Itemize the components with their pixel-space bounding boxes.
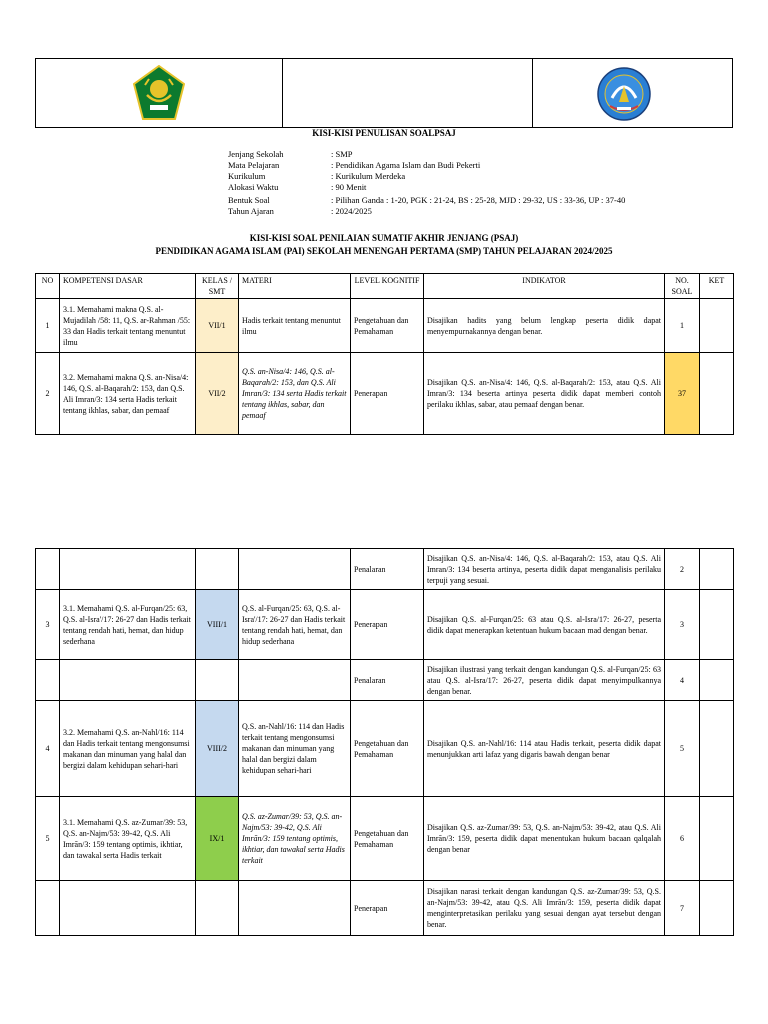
table-row: Penalaran Disajikan Q.S. an-Nisa/4: 146, Q.S. al-Baqarah/2: 153, atau Q.S. Ali Imran/3: 134 beserta artinya, peserta didik dapat menganalisis perilaku terpuji yang sesuai. 2 [36,549,734,590]
table-row: 1 3.1. Memahami makna Q.S. al-Mujadilah /58: 11, Q.S. ar-Rahman /55: 33 dan Hadis terkait tentang menuntut ilmu VII/1 Hadis terkait tentang menuntut ilmu Pengetahuan dan Pemahaman Disajikan hadits yang belum lengkap peserta didik dapat menyempurnakannya dengan benar. 1 [36,299,734,353]
table-row: 2 3.2. Memahami makna Q.S. an-Nisa/4: 146, Q.S. al-Baqarah/2: 153, dan Q.S. Ali Imran/3: 134 serta Hadis terkait tentang ikhlas, sabar, dan pemaaf VII/2 Q.S. an-Nisa/4: 146, Q.S. al-Baqarah/2: 153, dan Q.S. Ali Imran/3: 134 serta Hadis terkait tentang ikhlas, sabar, dan pemaaf Penerapan Disajikan Q.S. an-Nisa/4: 146, Q.S. al-Baqarah/2: 153, atau Q.S. Ali Imran/3: 134 beserta artinya peserta didik dapat memberi contoh perilaku ikhlas, sabar, atau pemaaf dengan benar. 37 [36,353,734,435]
table-row: Penalaran Disajikan ilustrasi yang terkait dengan kandungan Q.S. al-Furqan/25: 63 atau Q.S. al-Isra/17: 26-27, peserta didik dapat menyimpulkannya dengan benar. 4 [36,660,734,701]
header-indikator: INDIKATOR [424,274,665,299]
doc-title: KISI-KISI PENULISAN SOALPSAJ [312,128,456,138]
table-row: 4 3.2. Memahami Q.S. an-Nahl/16: 114 dan Hadis terkait tentang mengonsumsi makanan dan minuman yang halal dan bergizi dalam kehidupan sehari-hari VIII/2 Q.S. an-Nahl/16: 114 dan Hadis terkait tentang mengonsumsi makanan dan minuman yang halal dan bergizi dalam kehidupan sehari-hari Pengetahuan dan Pemahaman Disajikan Q.S. an-Nahl/16: 114 atau Hadis terkait, peserta didik dapat menunjukkan arti lafaz yang digaris bawah dengan benar 5 [36,701,734,797]
meta-tahun: Tahun Ajaran : 2024/2025 [228,206,372,216]
meta-mapel: Mata Pelajaran : Pendidikan Agama Islam dan Budi Pekerti [228,160,481,170]
kemenag-logo-icon [133,65,185,121]
meta-alokasi: Alokasi Waktu : 90 Menit [228,182,367,192]
kisi-table-1 [35,273,734,435]
table-row: 5 3.1. Memahami Q.S. az-Zumar/39: 53, Q.S. an-Najm/53: 39-42, Q.S. Ali Imrān/3: 159 tentang optimis, ikhtiar, dan tawakal serta Hadis terkait IX/1 Q.S. az-Zumar/39: 53, Q.S. an-Najm/53: 39-42, Q.S. Ali Imrān/3: 159 tentang optimis, ikhtiar, dan tawakal serta Hadis terkait Pengetahuan dan Pemahaman Disajikan Q.S. az-Zumar/39: 53, Q.S. an-Najm/53: 39-42, atau Q.S. Ali Imrān/3: 159, peserta didik dapat menentukan hukum bacaan qalqalah dengan benar 6 [36,797,734,881]
tut-wuri-handayani-logo-icon [593,66,655,122]
kisi-table-2 [35,548,734,936]
subtitle-2: PENDIDIKAN AGAMA ISLAM (PAI) SEKOLAH MENENGAH PERTAMA (SMP) TAHUN PELAJARAN 2024/2025 [155,246,613,256]
table-header-row [36,274,734,299]
header-kelas: KELAS / SMT [196,274,239,299]
header-no: NO [36,274,60,299]
table-row: 3 3.1. Memahami Q.S. al-Furqan/25: 63, Q.S. al-Isra'/17: 26-27 dan Hadis terkait tentang rendah hati, hemat, dan hidup sederhana VIII/1 Q.S. al-Furqan/25: 63, Q.S. al-Isra'/17: 26-27 dan Hadis terkait tentang rendah hati, hemat, dan hidup sederhana Penerapan Disajikan Q.S. al-Furqan/25: 63 atau Q.S. al-Isra/17: 26-27, peserta didik dapat menerapkan ketentuan hukum bacaan mad dengan benar. 3 [36,590,734,660]
header-no-soal: NO. SOAL [665,274,700,299]
header-kd: KOMPETENSI DASAR [60,274,196,299]
subtitle-1: KISI-KISI SOAL PENILAIAN SUMATIF AKHIR JENJANG (PSAJ) [249,233,519,243]
header-level: LEVEL KOGNITIF [351,274,424,299]
table-row: Penerapan Disajikan narasi terkait dengan kandungan Q.S. az-Zumar/39: 53, Q.S. an-Najm/53: 39-42, atau Q.S. Ali Imrān/3: 159, peserta didik dapat menginterpretasikan perilaku yang sesuai dengan ayat tersebut dengan benar. 7 [36,881,734,936]
meta-jenjang: Jenjang Sekolah : SMP [228,149,353,159]
meta-kurikulum: Kurikulum : Kurikulum Merdeka [228,171,406,181]
header-box [35,58,733,128]
header-materi: MATERI [239,274,351,299]
meta-bentuk: Bentuk Soal : Pilihan Ganda : 1-20, PGK : 21-24, BS : 25-28, MJD : 29-32, US : 33-36, UP : 37-40 [228,195,626,205]
header-ket: KET [700,274,734,299]
